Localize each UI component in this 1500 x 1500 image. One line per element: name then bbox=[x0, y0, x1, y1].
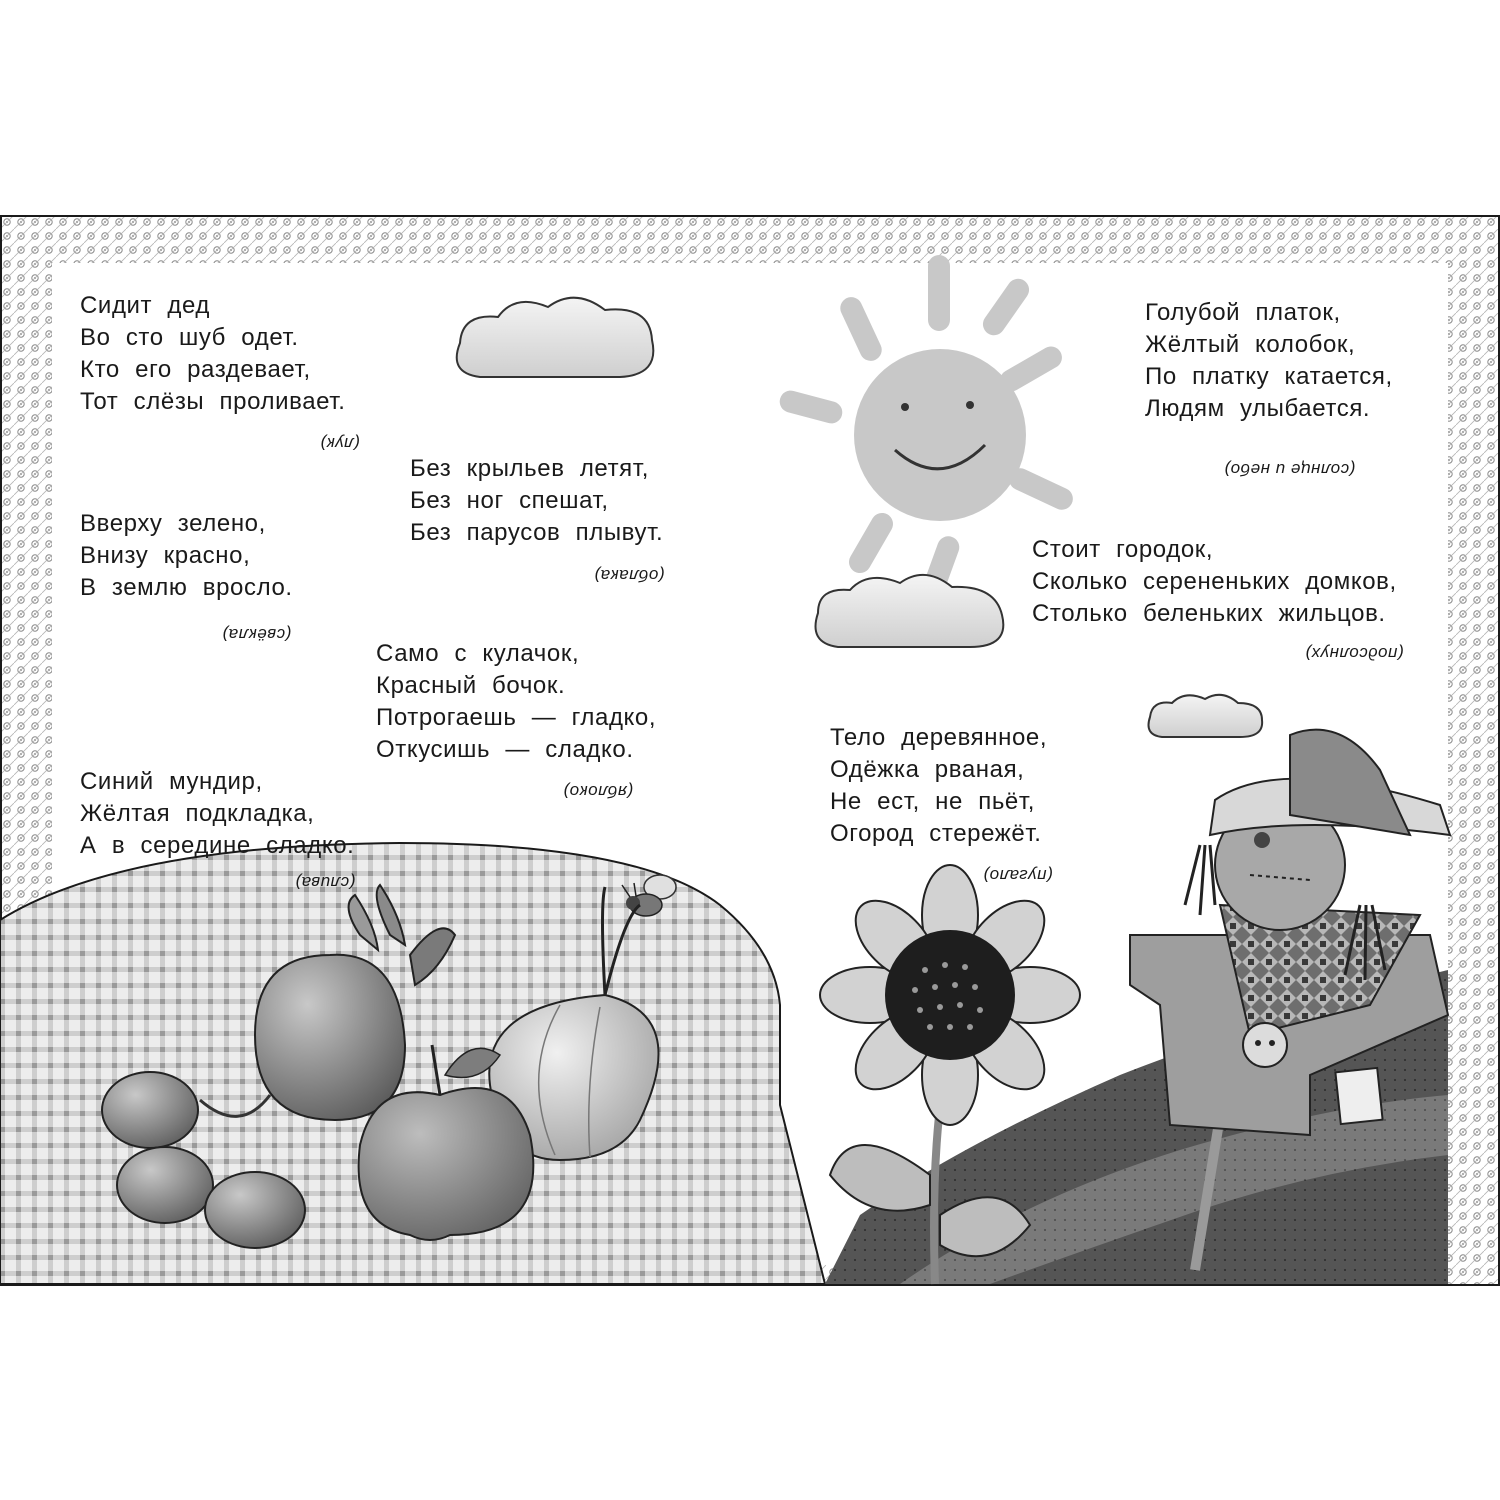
answer-onion: (лук) bbox=[320, 434, 360, 453]
riddle-scarecrow bbox=[830, 722, 1047, 850]
riddle-line: Во сто шуб одет. bbox=[80, 324, 299, 351]
riddle-line: Людям улыбается. bbox=[1145, 395, 1371, 422]
riddle-line: Вверху зелено, bbox=[80, 510, 266, 537]
riddle-line: Само с кулачок, bbox=[376, 640, 580, 667]
riddle-beet bbox=[80, 508, 293, 604]
riddle-line: Голубой платок, bbox=[1145, 299, 1341, 326]
answer-scarecrow: (пугало) bbox=[983, 866, 1053, 885]
answer-sun: (солнце и небо) bbox=[1224, 460, 1356, 479]
riddle-line: Без крыльев летят, bbox=[410, 455, 649, 482]
riddle-line: Жёлтый колобок, bbox=[1145, 331, 1356, 358]
riddle-line: Потрогаешь — гладко, bbox=[376, 704, 657, 731]
riddle-line: Жёлтая подкладка, bbox=[80, 800, 315, 827]
riddle-sunflower bbox=[1032, 534, 1397, 630]
riddle-line: По платку катается, bbox=[1145, 363, 1393, 390]
riddle-line: Синий мундир, bbox=[80, 768, 263, 795]
riddle-line: Не ест, не пьёт, bbox=[830, 788, 1036, 815]
riddle-onion bbox=[80, 290, 346, 418]
riddle-plum bbox=[80, 766, 354, 862]
riddle-apple bbox=[376, 638, 656, 766]
riddle-line: В землю вросло. bbox=[80, 574, 293, 601]
riddle-line: Красный бочок. bbox=[376, 672, 566, 699]
riddle-line: Столько беленьких жильцов. bbox=[1032, 600, 1386, 627]
answer-plum: (слива) bbox=[295, 873, 356, 892]
riddle-line: Тот слёзы проливает. bbox=[80, 388, 346, 415]
riddle-line: Внизу красно, bbox=[80, 542, 251, 569]
riddle-line: Откусишь — сладко. bbox=[376, 736, 634, 763]
riddle-clouds bbox=[410, 453, 663, 549]
answer-clouds: (облака) bbox=[594, 566, 665, 585]
riddle-line: Кто его раздевает, bbox=[80, 356, 311, 383]
riddle-line: А в середине сладко. bbox=[80, 832, 355, 859]
riddle-line: Стоит городок, bbox=[1032, 536, 1214, 563]
answer-sunflower: (подсолнух) bbox=[1305, 644, 1404, 663]
riddle-line: Одёжка рваная, bbox=[830, 756, 1025, 783]
riddle-line: Сидит дед bbox=[80, 292, 211, 319]
riddle-line: Без парусов плывут. bbox=[410, 519, 664, 546]
riddle-line: Тело деревянное, bbox=[830, 724, 1048, 751]
riddle-line: Сколько серененьких домков, bbox=[1032, 568, 1397, 595]
riddle-sun bbox=[1145, 297, 1393, 425]
answer-beet: (свёкла) bbox=[222, 625, 292, 644]
answer-apple: (яблоко) bbox=[563, 782, 634, 801]
riddle-line: Без ног спешат, bbox=[410, 487, 609, 514]
riddle-line: Огород стережёт. bbox=[830, 820, 1042, 847]
